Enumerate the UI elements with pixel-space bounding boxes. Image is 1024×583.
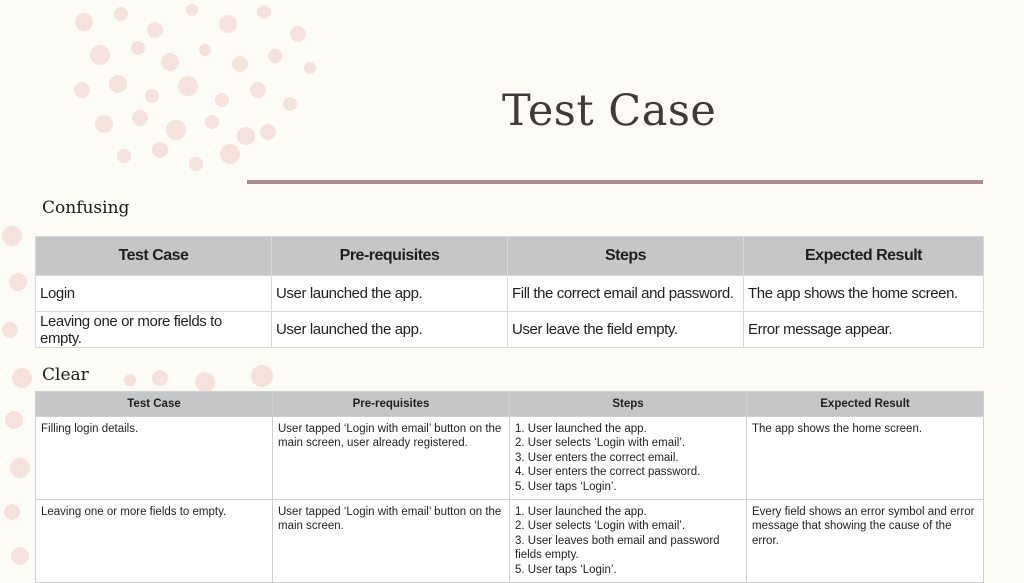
step-item: 1. User launched the app.: [515, 506, 647, 519]
step-item: 2. User selects ‘Login with email’.: [515, 520, 686, 533]
cell-test-case: Filling login details.: [36, 417, 273, 500]
step-item: 5. User taps ‘Login’.: [515, 563, 617, 576]
steps-list: [515, 505, 741, 577]
cell-expected-result: Error message appear.: [744, 312, 984, 348]
step-item: 3. User enters the correct email.: [515, 451, 679, 464]
cell-steps: [510, 500, 747, 583]
table-row: [36, 312, 984, 348]
table-row: [36, 500, 984, 583]
cell-test-case: Login: [36, 276, 272, 312]
header-expected-result: Expected Result: [744, 237, 984, 276]
step-item: 5. User taps ‘Login’.: [515, 480, 617, 493]
cell-prerequisites: User tapped ‘Login with email’ button on the main screen.: [273, 500, 510, 583]
cell-expected-result: The app shows the home screen.: [744, 276, 984, 312]
step-item: 4. User enters the correct password.: [515, 466, 701, 479]
cell-steps: Fill the correct email and password.: [508, 276, 744, 312]
clear-label: Clear: [42, 365, 89, 385]
cell-test-case: Leaving one or more fields to empty.: [36, 500, 273, 583]
header-prerequisites: Pre-requisites: [272, 237, 508, 276]
table-header-row: [36, 392, 984, 417]
header-steps: Steps: [508, 237, 744, 276]
step-item: 1. User launched the app.: [515, 423, 647, 435]
cell-prerequisites: User tapped ‘Login with email’ button on the main screen, user already registered.: [273, 417, 510, 500]
steps-list: [515, 422, 741, 494]
header-test-case: Test Case: [36, 392, 273, 417]
step-item: 3. User leaves both email and password fields empty.: [515, 534, 720, 562]
slide-title: Test Case: [502, 86, 717, 136]
step-item: 2. User selects ‘Login with email’.: [515, 437, 686, 450]
cell-test-case: Leaving one or more fields to empty.: [36, 312, 272, 348]
cell-steps: [510, 417, 747, 500]
header-expected-result: Expected Result: [747, 392, 984, 417]
table-header-row: [36, 237, 984, 276]
title-divider: [247, 180, 983, 184]
clear-test-case-table: [35, 391, 984, 583]
cell-expected-result: The app shows the home screen.: [747, 417, 984, 500]
cell-steps: User leave the field empty.: [508, 312, 744, 348]
table-row: [36, 417, 984, 500]
header-prerequisites: Pre-requisites: [273, 392, 510, 417]
confusing-label: Confusing: [42, 198, 130, 218]
table-row: [36, 276, 984, 312]
cell-expected-result: Every field shows an error symbol and error message that showing the cause of the error.: [747, 500, 984, 583]
cell-prerequisites: User launched the app.: [272, 312, 508, 348]
confusing-test-case-table: [35, 236, 984, 348]
cell-prerequisites: User launched the app.: [272, 276, 508, 312]
header-test-case: Test Case: [36, 237, 272, 276]
header-steps: Steps: [510, 392, 747, 417]
